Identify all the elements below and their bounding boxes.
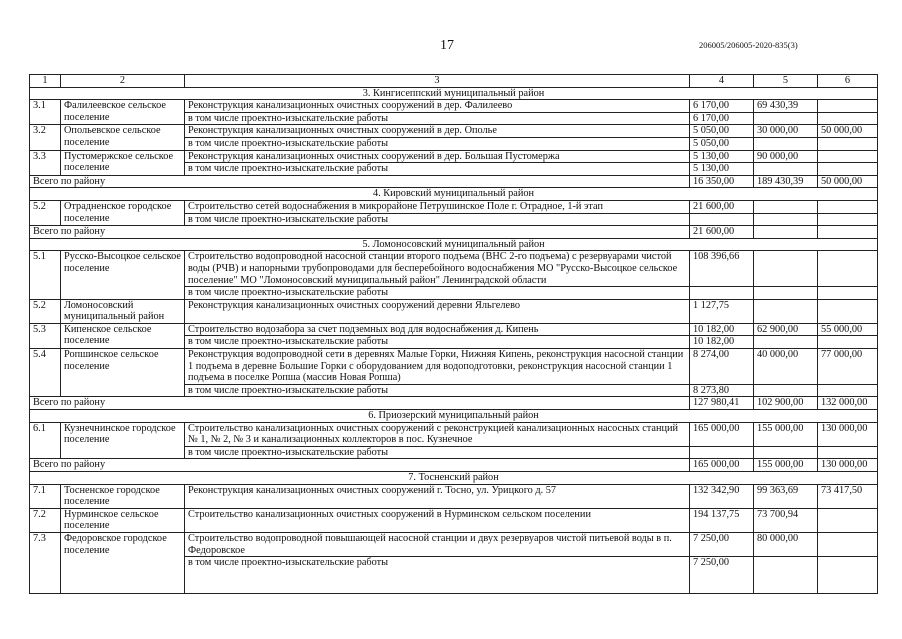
value-col6 [818, 384, 878, 397]
header-cell: 1 [30, 75, 61, 88]
value-col5: 62 900,00 [754, 323, 818, 336]
table-row [30, 299, 878, 323]
project-description: Реконструкция канализационных очистных сооружений в дер. Фалилеево [185, 100, 690, 113]
value-col4: 21 600,00 [690, 200, 754, 213]
header-cell: 6 [818, 75, 878, 88]
total-col4: 165 000,00 [690, 459, 754, 472]
project-description: в том числе проектно-изыскательские работы [185, 557, 690, 594]
value-col6 [818, 446, 878, 459]
total-col5: 102 900,00 [754, 397, 818, 410]
total-col4: 16 350,00 [690, 175, 754, 188]
total-label: Всего по району [30, 397, 690, 410]
table-row [30, 100, 878, 113]
value-col4 [690, 446, 754, 459]
settlement-name: Фалилеевское сельское поселение [61, 100, 185, 125]
table-row [30, 251, 878, 287]
row-number: 5.3 [30, 323, 61, 348]
value-col6: 73 417,50 [818, 484, 878, 508]
settlement-name: Опольевское сельское поселение [61, 125, 185, 150]
project-description: в том числе проектно-изыскательские работы [185, 163, 690, 176]
value-col5 [754, 251, 818, 287]
value-col5 [754, 200, 818, 213]
section-title-row [30, 238, 878, 251]
value-col5: 155 000,00 [754, 422, 818, 446]
row-number: 7.3 [30, 532, 61, 593]
value-col4: 8 274,00 [690, 349, 754, 385]
project-description: Строительство сетей водоснабжения в микрорайоне Петрушинское Поле г. Отрадное, 1-й этап [185, 200, 690, 213]
value-col4: 7 250,00 [690, 532, 754, 556]
table-row [30, 532, 878, 556]
district-total-row [30, 175, 878, 188]
value-col6: 130 000,00 [818, 422, 878, 446]
value-col4: 6 170,00 [690, 112, 754, 125]
project-description: Реконструкция канализационных очистных сооружений деревни Яльгелево [185, 299, 690, 323]
value-col6 [818, 100, 878, 113]
value-col5: 69 430,39 [754, 100, 818, 113]
value-col4: 1 127,75 [690, 299, 754, 323]
total-col6: 130 000,00 [818, 459, 878, 472]
value-col4: 165 000,00 [690, 422, 754, 446]
total-label: Всего по району [30, 175, 690, 188]
table-row [30, 484, 878, 508]
value-col5 [754, 384, 818, 397]
row-number: 3.1 [30, 100, 61, 125]
value-col4: 5 130,00 [690, 163, 754, 176]
section-title: 7. Тосненский район [30, 472, 878, 485]
value-col6 [818, 532, 878, 556]
header-row [30, 75, 878, 88]
value-col6: 77 000,00 [818, 349, 878, 385]
project-description: Реконструкция канализационных очистных сооружений в дер. Ополье [185, 125, 690, 138]
value-col4: 8 273,80 [690, 384, 754, 397]
value-col5 [754, 163, 818, 176]
settlement-name: Отрадненское городское поселение [61, 200, 185, 225]
value-col4: 5 050,00 [690, 125, 754, 138]
value-col5 [754, 336, 818, 349]
page-number: 17 [440, 38, 454, 53]
value-col6 [818, 200, 878, 213]
row-number: 5.2 [30, 200, 61, 225]
section-title: 6. Приозерский муниципальный район [30, 410, 878, 423]
value-col4: 10 182,00 [690, 323, 754, 336]
value-col4 [690, 213, 754, 226]
section-title: 5. Ломоносовский муниципальный район [30, 238, 878, 251]
total-col4: 21 600,00 [690, 226, 754, 239]
value-col6: 55 000,00 [818, 323, 878, 336]
value-col6 [818, 213, 878, 226]
settlement-name: Пустомержское сельское поселение [61, 150, 185, 175]
project-description: в том числе проектно-изыскательские работы [185, 112, 690, 125]
table-row [30, 323, 878, 336]
value-col6 [818, 508, 878, 532]
section-title-row [30, 472, 878, 485]
value-col5 [754, 137, 818, 150]
section-title-row [30, 188, 878, 201]
total-col4: 127 980,41 [690, 397, 754, 410]
value-col4: 6 170,00 [690, 100, 754, 113]
settlement-name: Нурминское сельское поселение [61, 508, 185, 532]
project-description: в том числе проектно-изыскательские работы [185, 287, 690, 300]
project-description: Строительство водопроводной повышающей насосной станции и двух резервуаров чистой питьевой воды в п. Федоровское [185, 532, 690, 556]
value-col4: 108 396,66 [690, 251, 754, 287]
project-description: в том числе проектно-изыскательские работы [185, 446, 690, 459]
value-col5 [754, 213, 818, 226]
table-row [30, 508, 878, 532]
project-description: Строительство водозабора за счет подземных вод для водоснабжения д. Кипень [185, 323, 690, 336]
value-col5: 40 000,00 [754, 349, 818, 385]
settlement-name: Кузнечнинское городское поселение [61, 422, 185, 459]
value-col4: 5 130,00 [690, 150, 754, 163]
project-description: в том числе проектно-изыскательские работы [185, 213, 690, 226]
total-col6: 50 000,00 [818, 175, 878, 188]
total-label: Всего по району [30, 459, 690, 472]
district-total-row [30, 397, 878, 410]
row-number: 7.2 [30, 508, 61, 532]
value-col5: 73 700,94 [754, 508, 818, 532]
project-description: Строительство канализационных очистных сооружений в Нурминском сельском поселении [185, 508, 690, 532]
settlement-name: Тосненское городское поселение [61, 484, 185, 508]
investment-table [29, 74, 878, 594]
value-col6 [818, 299, 878, 323]
value-col6 [818, 137, 878, 150]
value-col5: 90 000,00 [754, 150, 818, 163]
settlement-name: Ломоносовский муниципальный район [61, 299, 185, 323]
value-col5 [754, 299, 818, 323]
value-col6 [818, 251, 878, 287]
row-number: 3.2 [30, 125, 61, 150]
document-id: 206005/206005-2020-835(3) [699, 40, 798, 50]
row-number: 7.1 [30, 484, 61, 508]
district-total-row [30, 226, 878, 239]
value-col5: 99 363,69 [754, 484, 818, 508]
value-col4: 7 250,00 [690, 557, 754, 594]
total-col5: 155 000,00 [754, 459, 818, 472]
table-row [30, 422, 878, 446]
row-number: 5.1 [30, 251, 61, 299]
total-label: Всего по району [30, 226, 690, 239]
value-col5 [754, 287, 818, 300]
table-row [30, 200, 878, 213]
project-description: в том числе проектно-изыскательские работы [185, 137, 690, 150]
table-row [30, 150, 878, 163]
total-col5: 189 430,39 [754, 175, 818, 188]
value-col5 [754, 557, 818, 594]
section-title: 3. Кингисеппский муниципальный район [30, 87, 878, 100]
header-cell: 4 [690, 75, 754, 88]
value-col5: 80 000,00 [754, 532, 818, 556]
value-col6 [818, 557, 878, 594]
value-col4 [690, 287, 754, 300]
row-number: 6.1 [30, 422, 61, 459]
settlement-name: Ропшинское сельское поселение [61, 349, 185, 397]
total-col6: 132 000,00 [818, 397, 878, 410]
row-number: 5.2 [30, 299, 61, 323]
project-description: Строительство водопроводной насосной станции второго подъема (ВНС 2-го подъема) с резервуарами чистой воды (РЧВ) и напорными трубопроводами для бесперебойного водоснабжения МО "Русско-Высоцкое сельское поселение" МО "Ломоносовский муниципальный район" Ленинградской области [185, 251, 690, 287]
project-description: Строительство канализационных очистных сооружений с реконструкцией канализационных насосных станций № 1, № 2, № 3 и канализационных коллекторов в пос. Кузнечное [185, 422, 690, 446]
settlement-name: Русско-Высоцкое сельское поселение [61, 251, 185, 299]
value-col5 [754, 112, 818, 125]
row-number: 3.3 [30, 150, 61, 175]
table-row [30, 125, 878, 138]
project-description: Реконструкция канализационных очистных сооружений в дер. Большая Пустомержа [185, 150, 690, 163]
project-description: Реконструкция канализационных очистных сооружений г. Тосно, ул. Урицкого д. 57 [185, 484, 690, 508]
value-col6 [818, 150, 878, 163]
total-col5 [754, 226, 818, 239]
value-col6 [818, 112, 878, 125]
section-title: 4. Кировский муниципальный район [30, 188, 878, 201]
value-col6 [818, 163, 878, 176]
value-col4: 10 182,00 [690, 336, 754, 349]
value-col6 [818, 287, 878, 300]
section-title-row [30, 87, 878, 100]
settlement-name: Кипенское сельское поселение [61, 323, 185, 348]
district-total-row [30, 459, 878, 472]
table-row [30, 349, 878, 385]
value-col5 [754, 446, 818, 459]
project-description: Реконструкция водопроводной сети в деревнях Малые Горки, Нижняя Кипень, реконструкция насосной станции 1 подъема в деревне Большие Горки с оборудованием для водоподготовки, реконструкция насосной станции 1 подъема в поселке Ропша (массив Новая Ропша) [185, 349, 690, 385]
header-cell: 3 [185, 75, 690, 88]
value-col4: 5 050,00 [690, 137, 754, 150]
project-description: в том числе проектно-изыскательские работы [185, 384, 690, 397]
row-number: 5.4 [30, 349, 61, 397]
header-cell: 2 [61, 75, 185, 88]
project-description: в том числе проектно-изыскательские работы [185, 336, 690, 349]
value-col6: 50 000,00 [818, 125, 878, 138]
value-col6 [818, 336, 878, 349]
value-col4: 132 342,90 [690, 484, 754, 508]
header-cell: 5 [754, 75, 818, 88]
total-col6 [818, 226, 878, 239]
section-title-row [30, 410, 878, 423]
value-col5: 30 000,00 [754, 125, 818, 138]
settlement-name: Федоровское городское поселение [61, 532, 185, 593]
value-col4: 194 137,75 [690, 508, 754, 532]
